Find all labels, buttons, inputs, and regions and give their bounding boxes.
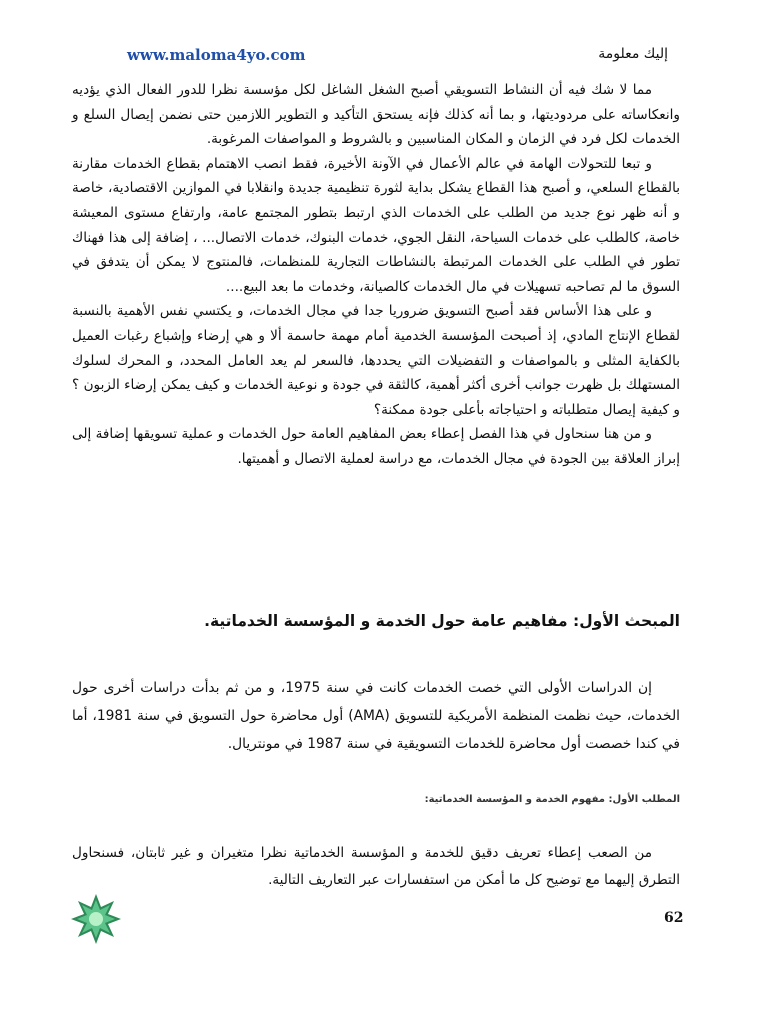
paragraph-4: و من هنا سنحاول في هذا الفصل إعطاء بعض المفاهيم العامة حول الخدمات و عملية تسويقها إضافة إلى إبراز العلاقة بين الجودة في مجال الخدمات، مع دراسة لعملية الاتصال و أهميتها.	[72, 426, 680, 467]
final-paragraph: من الصعب إعطاء تعريف دقيق للخدمة و المؤسسة الخدماتية نظرا متغيران و غير ثابتان، فسنحاول التطرق إليهما مع توضيح كل ما أمكن من استفسارات عبر التعاريف التالية.	[72, 845, 680, 888]
brand-title: إليك معلومة	[598, 46, 668, 62]
section-body	[72, 674, 680, 758]
sub-heading: المطلب الأول: مفهوم الخدمة و المؤسسة الخدماتية:	[424, 794, 680, 805]
paragraph-2: و تبعا للتحولات الهامة في عالم الأعمال في الآونة الأخيرة، فقط انصب الاهتمام بقطاع الخدمات مقارنة بالقطاع السلعي، و أصبح هذا القطاع يشكل بداية لثورة تنظيمية جديدة وانقلابا في الموازين الاقتصادية، خاصة و أنه ظهر نوع جديد من الطلب على الخدمات الذي ارتبط بتطور المجتمع عامة، وارتفاع مستوى المعيشة خاصة، كالطلب على خدمات السياحة، النقل الجوي، خدمات البنوك، خدمات الاتصال... ، إضافة إلى هذا فهناك تطور في الطلب على الخدمات المرتبطة بالنشاطات التجارية للمنظمات، فالمنتوج لا يمكن أن يتدفق في السوق ما لم تصاحبه تسهيلات في مال الخدمات كالصيانة، وخدمات ما بعد البيع....	[72, 155, 680, 295]
section-heading: المبحث الأول: مفاهيم عامة حول الخدمة و المؤسسة الخدماتية.	[204, 612, 680, 630]
paragraph-3: و على هذا الأساس فقد أصبح التسويق ضروريا جدا في مجال الخدمات، و يكتسي نفس الأهمية بالنسبة لقطاع الإنتاج المادي، إذ أصبحت المؤسسة الخدمية أمام مهمة حاسمة ألا و هي إرضاء وإشباع رغبات العميل بالكفاية المثلى و بالمواصفات و التفضيلات التي يحددها، فالسعر لم يعد العامل المحدد، و المحرك لسلوك المستهلك بل ظهرت جوانب أخرى أكثر أهمية، كالثقة في جودة و نوعية الخدمات و كيف يمكن إرضاء الزبون ؟ و كيفية إيصال متطلباته و احتياجاته بأعلى جودة ممكنة؟	[72, 303, 680, 418]
site-url[interactable]: www.maloma4yo.com	[127, 46, 306, 64]
star-core-shape	[89, 912, 103, 926]
section-paragraph: إن الدراسات الأولى التي خصت الخدمات كانت في سنة 1975، و من ثم بدأت دراسات أخرى حول الخدمات، حيث نظمت المنظمة الأمريكية للتسويق (AMA) أول محاضرة حول التسويق في سنة 1981، أما في كندا خصصت أول محاضرة للخدمات التسويقية في سنة 1987 في مونتريال.	[72, 680, 680, 752]
subsection-body	[72, 840, 680, 894]
intro-text	[72, 78, 680, 472]
star-icon	[70, 893, 122, 945]
page-number: 62	[664, 910, 684, 926]
paragraph-1: مما لا شك فيه أن النشاط التسويقي أصبح الشغل الشاغل لكل مؤسسة نظرا للدور الفعال الذي يؤديه وانعكاساته على مردوديتها، و بما أنه كذلك فإنه يستحق التأكيد و التطوير اللازمين حتى نضمن إيصال السلع و الخدمات لكل فرد في الزمان و المكان المناسبين و بالشروط و المواصفات المرغوبة.	[72, 82, 680, 148]
